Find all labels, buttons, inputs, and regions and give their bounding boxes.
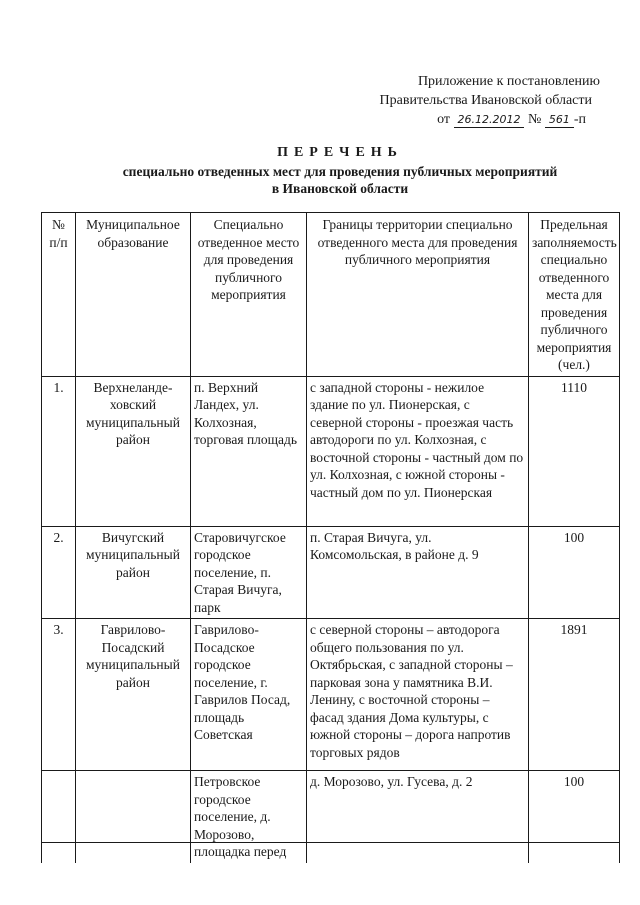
row-municipality: Вичугский муниципальный район [76, 526, 191, 619]
column-header-borders: Границы территории специально отведенного места для проведения публичного мероприятия [307, 213, 529, 377]
row-place: Петровское городское поселение, д. Морозово, площадка перед [191, 771, 307, 863]
header-line-2: Правительства Ивановской области [379, 93, 592, 108]
subtitle-line-2: в Ивановской области [271, 181, 409, 196]
row-place: Старовичугское городское поселение, п. Старая Вичуга, парк [191, 526, 307, 619]
table-row [42, 376, 620, 526]
document-header [300, 72, 600, 129]
row-borders: с северной стороны – автодорога общего пользования по ул. Октябрьская, с западной стороны – парковая зона у памятника В.И. Ленину, с восточной стороны – фасад здания Дома культуры, с южной стороны – дорога напротив торговых рядов [307, 619, 529, 771]
row-municipality: Верхнеланде-ховский муниципальный район [76, 376, 191, 526]
date-value: 26.12.2012 [454, 113, 525, 128]
row-borders: д. Морозово, ул. Гусева, д. 2 [307, 771, 529, 863]
row-borders: с западной стороны - нежилое здание по ул. Пионерская, с северной стороны - проезжая часть автодороги по ул. Колхозная, с восточной стороны - частный дом по ул. Колхозная, с южной стороны - частный дом по ул. Пионерская [307, 376, 529, 526]
column-header-municipality: Муниципальное образование [76, 213, 191, 377]
column-header-capacity: Предельная заполняемость специально отведенного места для проведения публичного мероприятия (чел.) [529, 213, 620, 377]
row-place: Гаврилово-Посадское городское поселение, г. Гаврилов Посад, площадь Советская [191, 619, 307, 771]
number-value: 561 [545, 113, 574, 128]
header-line-1: Приложение к постановлению [417, 74, 600, 89]
row-borders: п. Старая Вичуга, ул. Комсомольская, в районе д. 9 [307, 526, 529, 619]
row-number: 3. [42, 619, 76, 771]
number-prefix: № [527, 112, 542, 127]
document-title: ПЕРЕЧЕНЬ [277, 145, 403, 160]
table-header-row [42, 213, 620, 377]
row-municipality [76, 771, 191, 863]
table-row [42, 526, 620, 619]
column-header-place: Специально отведенное место для проведения публичного мероприятия [191, 213, 307, 377]
date-prefix: от [437, 112, 450, 127]
column-header-number: № п/п [42, 213, 76, 377]
row-capacity: 1110 [529, 376, 620, 526]
row-place: п. Верхний Ландех, ул. Колхозная, торговая площадь [191, 376, 307, 526]
header-date-line [300, 110, 586, 129]
places-table [41, 212, 620, 863]
row-municipality: Гаврилово-Посадский муниципальный район [76, 619, 191, 771]
number-suffix: -п [573, 112, 586, 127]
table-row [42, 771, 620, 863]
row-capacity: 1891 [529, 619, 620, 771]
row-number [42, 771, 76, 863]
row-number: 1. [42, 376, 76, 526]
document-subtitle [60, 163, 620, 197]
page-cut-line [41, 842, 619, 843]
row-capacity: 100 [529, 771, 620, 863]
subtitle-line-1: специально отведенных мест для проведения публичных мероприятий [122, 164, 558, 179]
row-number: 2. [42, 526, 76, 619]
row-capacity: 100 [529, 526, 620, 619]
table-row [42, 619, 620, 771]
